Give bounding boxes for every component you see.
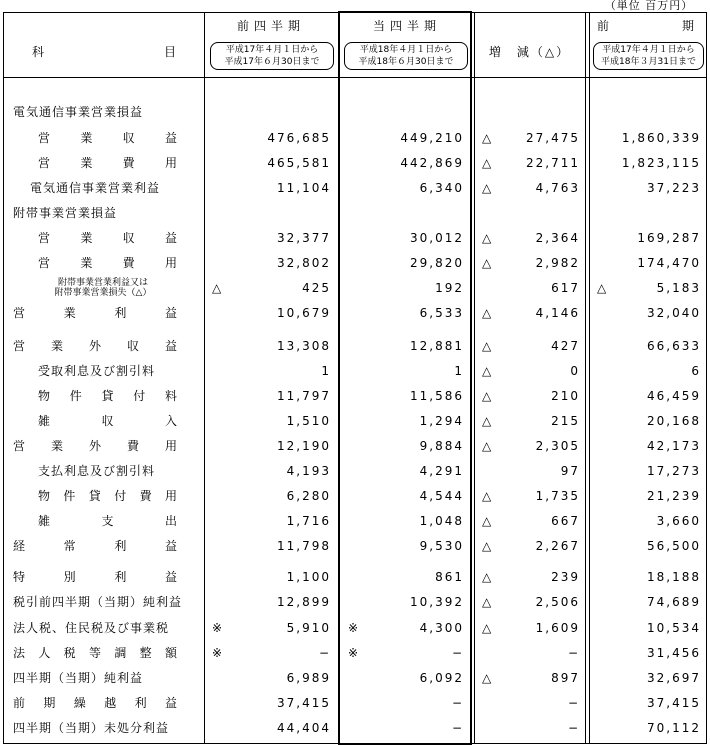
curr-value: − [451, 646, 464, 660]
full-value: 37,415 [647, 696, 701, 710]
prev-value: 6,989 [286, 671, 331, 685]
row-label: 営業収益 [38, 231, 178, 245]
row-label: 物件貸付費用 [38, 489, 178, 503]
prev-quarter-title: 前四半期 [236, 19, 305, 33]
prev-value: 12,190 [277, 439, 331, 453]
diff-sign-mark: △ [482, 389, 492, 403]
curr-value: 4,291 [419, 464, 464, 478]
row-label: 雑支出 [38, 514, 178, 528]
row-label: 営業利益 [13, 306, 178, 320]
row-label: 四半期（当期）純利益 [13, 671, 144, 685]
full-value: 74,689 [647, 595, 701, 609]
diff-value: 4,763 [535, 181, 580, 195]
full-year-title: 前 期 [596, 19, 699, 33]
full-value: 18,188 [647, 570, 701, 584]
diff-sign-mark: △ [482, 539, 492, 553]
full-value: 56,500 [647, 539, 701, 553]
curr-value: 10,392 [410, 595, 464, 609]
row-label: 法人税、住民税及び事業税 [13, 621, 170, 635]
curr-sign-mark: ※ [348, 621, 359, 635]
diff-sign-mark: △ [482, 671, 492, 685]
curr-value: 30,012 [410, 231, 464, 245]
row-label: 電気通信事業営業損益 [13, 105, 144, 119]
curr-value: 861 [435, 570, 464, 584]
prev-value: 1,510 [286, 414, 331, 428]
table-row [3, 179, 707, 197]
table-row [3, 279, 707, 297]
curr-value: 4,544 [419, 489, 464, 503]
diff-sign-mark: △ [482, 156, 492, 170]
curr-sign-mark: ※ [348, 646, 359, 660]
prev-period-to: 平成17年６月30日まで [224, 57, 320, 67]
curr-value: − [451, 721, 464, 735]
diff-value: − [567, 646, 580, 660]
row-label: 附帯事業営業利益又は 附帯事業営業損失（△） [54, 278, 152, 298]
diff-value: 22,711 [526, 156, 580, 170]
prev-value: 5,910 [286, 621, 331, 635]
row-label: 税引前四半期（当期）純利益 [13, 595, 183, 609]
diff-sign-mark: △ [482, 514, 492, 528]
diff-sign-mark: △ [482, 306, 492, 320]
curr-value: 6,340 [419, 181, 464, 195]
full-value: 31,456 [647, 646, 701, 660]
prev-value: 32,377 [277, 231, 331, 245]
prev-value: − [318, 646, 331, 660]
row-label: 前期繰越利益 [13, 696, 178, 710]
curr-value: − [451, 696, 464, 710]
table-row [3, 568, 707, 586]
full-value: 5,183 [656, 281, 701, 295]
table-row [3, 619, 707, 637]
diff-value: 97 [560, 464, 580, 478]
diff-sign-mark: △ [482, 181, 492, 195]
table-row [3, 437, 707, 455]
full-value: 3,660 [656, 514, 701, 528]
curr-value: 29,820 [410, 256, 464, 270]
row-label: 経常利益 [13, 539, 178, 553]
row-label: 雑収入 [38, 414, 178, 428]
curr-value: 9,884 [419, 439, 464, 453]
full-period-to: 平成18年３月31日まで [601, 57, 696, 67]
diff-value: − [567, 721, 580, 735]
prev-sign-mark: △ [212, 281, 222, 295]
full-value: 10,534 [647, 621, 701, 635]
row-label: 附帯事業営業損益 [13, 206, 118, 220]
diff-value: 1,609 [535, 621, 580, 635]
prev-value: 44,404 [277, 721, 331, 735]
prev-sign-mark: ※ [212, 646, 223, 660]
row-label: 営業外費用 [13, 439, 178, 453]
row-label: 支払利息及び割引料 [38, 464, 156, 478]
table-row [3, 154, 707, 172]
diff-value: 210 [551, 389, 580, 403]
row-label: 物件貸付料 [38, 389, 178, 403]
full-value: 1,860,339 [621, 131, 701, 145]
prev-value: 10,679 [277, 306, 331, 320]
prev-value: 11,104 [277, 181, 331, 195]
full-value: 174,470 [637, 256, 701, 270]
prev-value: 4,193 [286, 464, 331, 478]
curr-value: 442,869 [400, 156, 464, 170]
prev-value: 6,280 [286, 489, 331, 503]
table-row [3, 337, 707, 355]
curr-period-from: 平成18年４月１日から [359, 45, 453, 55]
prev-value: 1,100 [286, 570, 331, 584]
table-row [3, 593, 707, 611]
full-value: 32,040 [647, 306, 701, 320]
diff-value: 0 [570, 364, 580, 378]
table-row [3, 694, 707, 712]
diff-sign-mark: △ [482, 621, 492, 635]
table-row [3, 412, 707, 430]
full-value: 66,633 [647, 339, 701, 353]
full-value: 37,223 [647, 181, 701, 195]
full-value: 6 [691, 364, 701, 378]
curr-value: 9,530 [419, 539, 464, 553]
diff-sign-mark: △ [482, 595, 492, 609]
prev-value: 37,415 [277, 696, 331, 710]
row-label: 営業外収益 [13, 339, 178, 353]
prev-value: 1,716 [286, 514, 331, 528]
curr-quarter-title: 当四半期 [372, 19, 441, 33]
table-row [3, 103, 707, 121]
diff-value: 2,506 [535, 595, 580, 609]
diff-value: 27,475 [526, 131, 580, 145]
diff-sign-mark: △ [482, 131, 492, 145]
curr-value: 6,092 [419, 671, 464, 685]
full-value: 32,697 [647, 671, 701, 685]
curr-value: 192 [435, 281, 464, 295]
diff-sign-mark: △ [482, 364, 492, 378]
diff-sign-mark: △ [482, 231, 492, 245]
row-label: 法人税等調整額 [13, 646, 178, 660]
row-label: 営業収益 [38, 131, 178, 145]
prev-quarter-period [210, 42, 334, 70]
prev-value: 465,581 [267, 156, 331, 170]
table-row [3, 229, 707, 247]
row-label: 営業費用 [38, 256, 178, 270]
curr-value: 11,586 [410, 389, 464, 403]
full-value: 70,112 [647, 721, 701, 735]
prev-period-from: 平成17年４月１日から [225, 45, 319, 55]
full-value: 21,239 [647, 489, 701, 503]
table-row [3, 512, 707, 530]
diff-sign-mark: △ [482, 339, 492, 353]
diff-sign-mark: △ [482, 414, 492, 428]
full-value: 169,287 [637, 231, 701, 245]
table-row [3, 304, 707, 322]
diff-column-title: 増 減（△） [488, 45, 571, 59]
curr-value: 1,294 [419, 414, 464, 428]
full-year-period [593, 42, 704, 70]
full-value: 20,168 [647, 414, 701, 428]
diff-sign-mark: △ [482, 489, 492, 503]
diff-value: 2,982 [535, 256, 580, 270]
unit-label: （単位 百万円） [604, 0, 694, 12]
prev-value: 32,802 [277, 256, 331, 270]
table-row [3, 204, 707, 222]
diff-value: 667 [551, 514, 580, 528]
prev-value: 476,685 [267, 131, 331, 145]
curr-value: 1 [454, 364, 464, 378]
curr-value: 4,300 [419, 621, 464, 635]
full-value: 17,273 [647, 464, 701, 478]
curr-value: 1,048 [419, 514, 464, 528]
diff-value: 2,267 [535, 539, 580, 553]
diff-sign-mark: △ [482, 256, 492, 270]
curr-value: 12,881 [410, 339, 464, 353]
full-sign-mark: △ [597, 281, 607, 295]
diff-value: 1,735 [535, 489, 580, 503]
row-label: 営業費用 [38, 156, 178, 170]
prev-value: 13,308 [277, 339, 331, 353]
full-value: 42,173 [647, 439, 701, 453]
full-value: 46,459 [647, 389, 701, 403]
diff-value: 215 [551, 414, 580, 428]
diff-value: 4,146 [535, 306, 580, 320]
prev-value: 1 [321, 364, 331, 378]
item-column-header: 科 目 [31, 45, 176, 59]
prev-value: 11,797 [277, 389, 331, 403]
prev-value: 12,899 [277, 595, 331, 609]
diff-sign-mark: △ [482, 570, 492, 584]
table-row [3, 462, 707, 480]
prev-value: 11,798 [277, 539, 331, 553]
row-label: 特別利益 [13, 570, 178, 584]
diff-value: 239 [551, 570, 580, 584]
table-row [3, 254, 707, 272]
diff-value: 617 [551, 281, 580, 295]
diff-sign-mark: △ [482, 439, 492, 453]
row-label: 受取利息及び割引料 [38, 364, 156, 378]
row-label: 四半期（当期）未処分利益 [13, 721, 170, 735]
table-row [3, 487, 707, 505]
diff-value: 427 [551, 339, 580, 353]
table-row [3, 719, 707, 737]
diff-value: 2,305 [535, 439, 580, 453]
diff-value: − [567, 696, 580, 710]
prev-value: 425 [302, 281, 331, 295]
table-row [3, 129, 707, 147]
table-row [3, 362, 707, 380]
table-row [3, 387, 707, 405]
row-label: 電気通信事業営業利益 [30, 181, 161, 195]
curr-period-to: 平成18年６月30日まで [358, 57, 454, 67]
table-row [3, 669, 707, 687]
table-row [3, 537, 707, 555]
curr-value: 6,533 [419, 306, 464, 320]
full-value: 1,823,115 [621, 156, 701, 170]
full-period-from: 平成17年４月１日から [602, 45, 695, 55]
diff-value: 2,364 [535, 231, 580, 245]
curr-value: 449,210 [400, 131, 464, 145]
prev-sign-mark: ※ [212, 621, 223, 635]
diff-value: 897 [551, 671, 580, 685]
table-row [3, 644, 707, 662]
